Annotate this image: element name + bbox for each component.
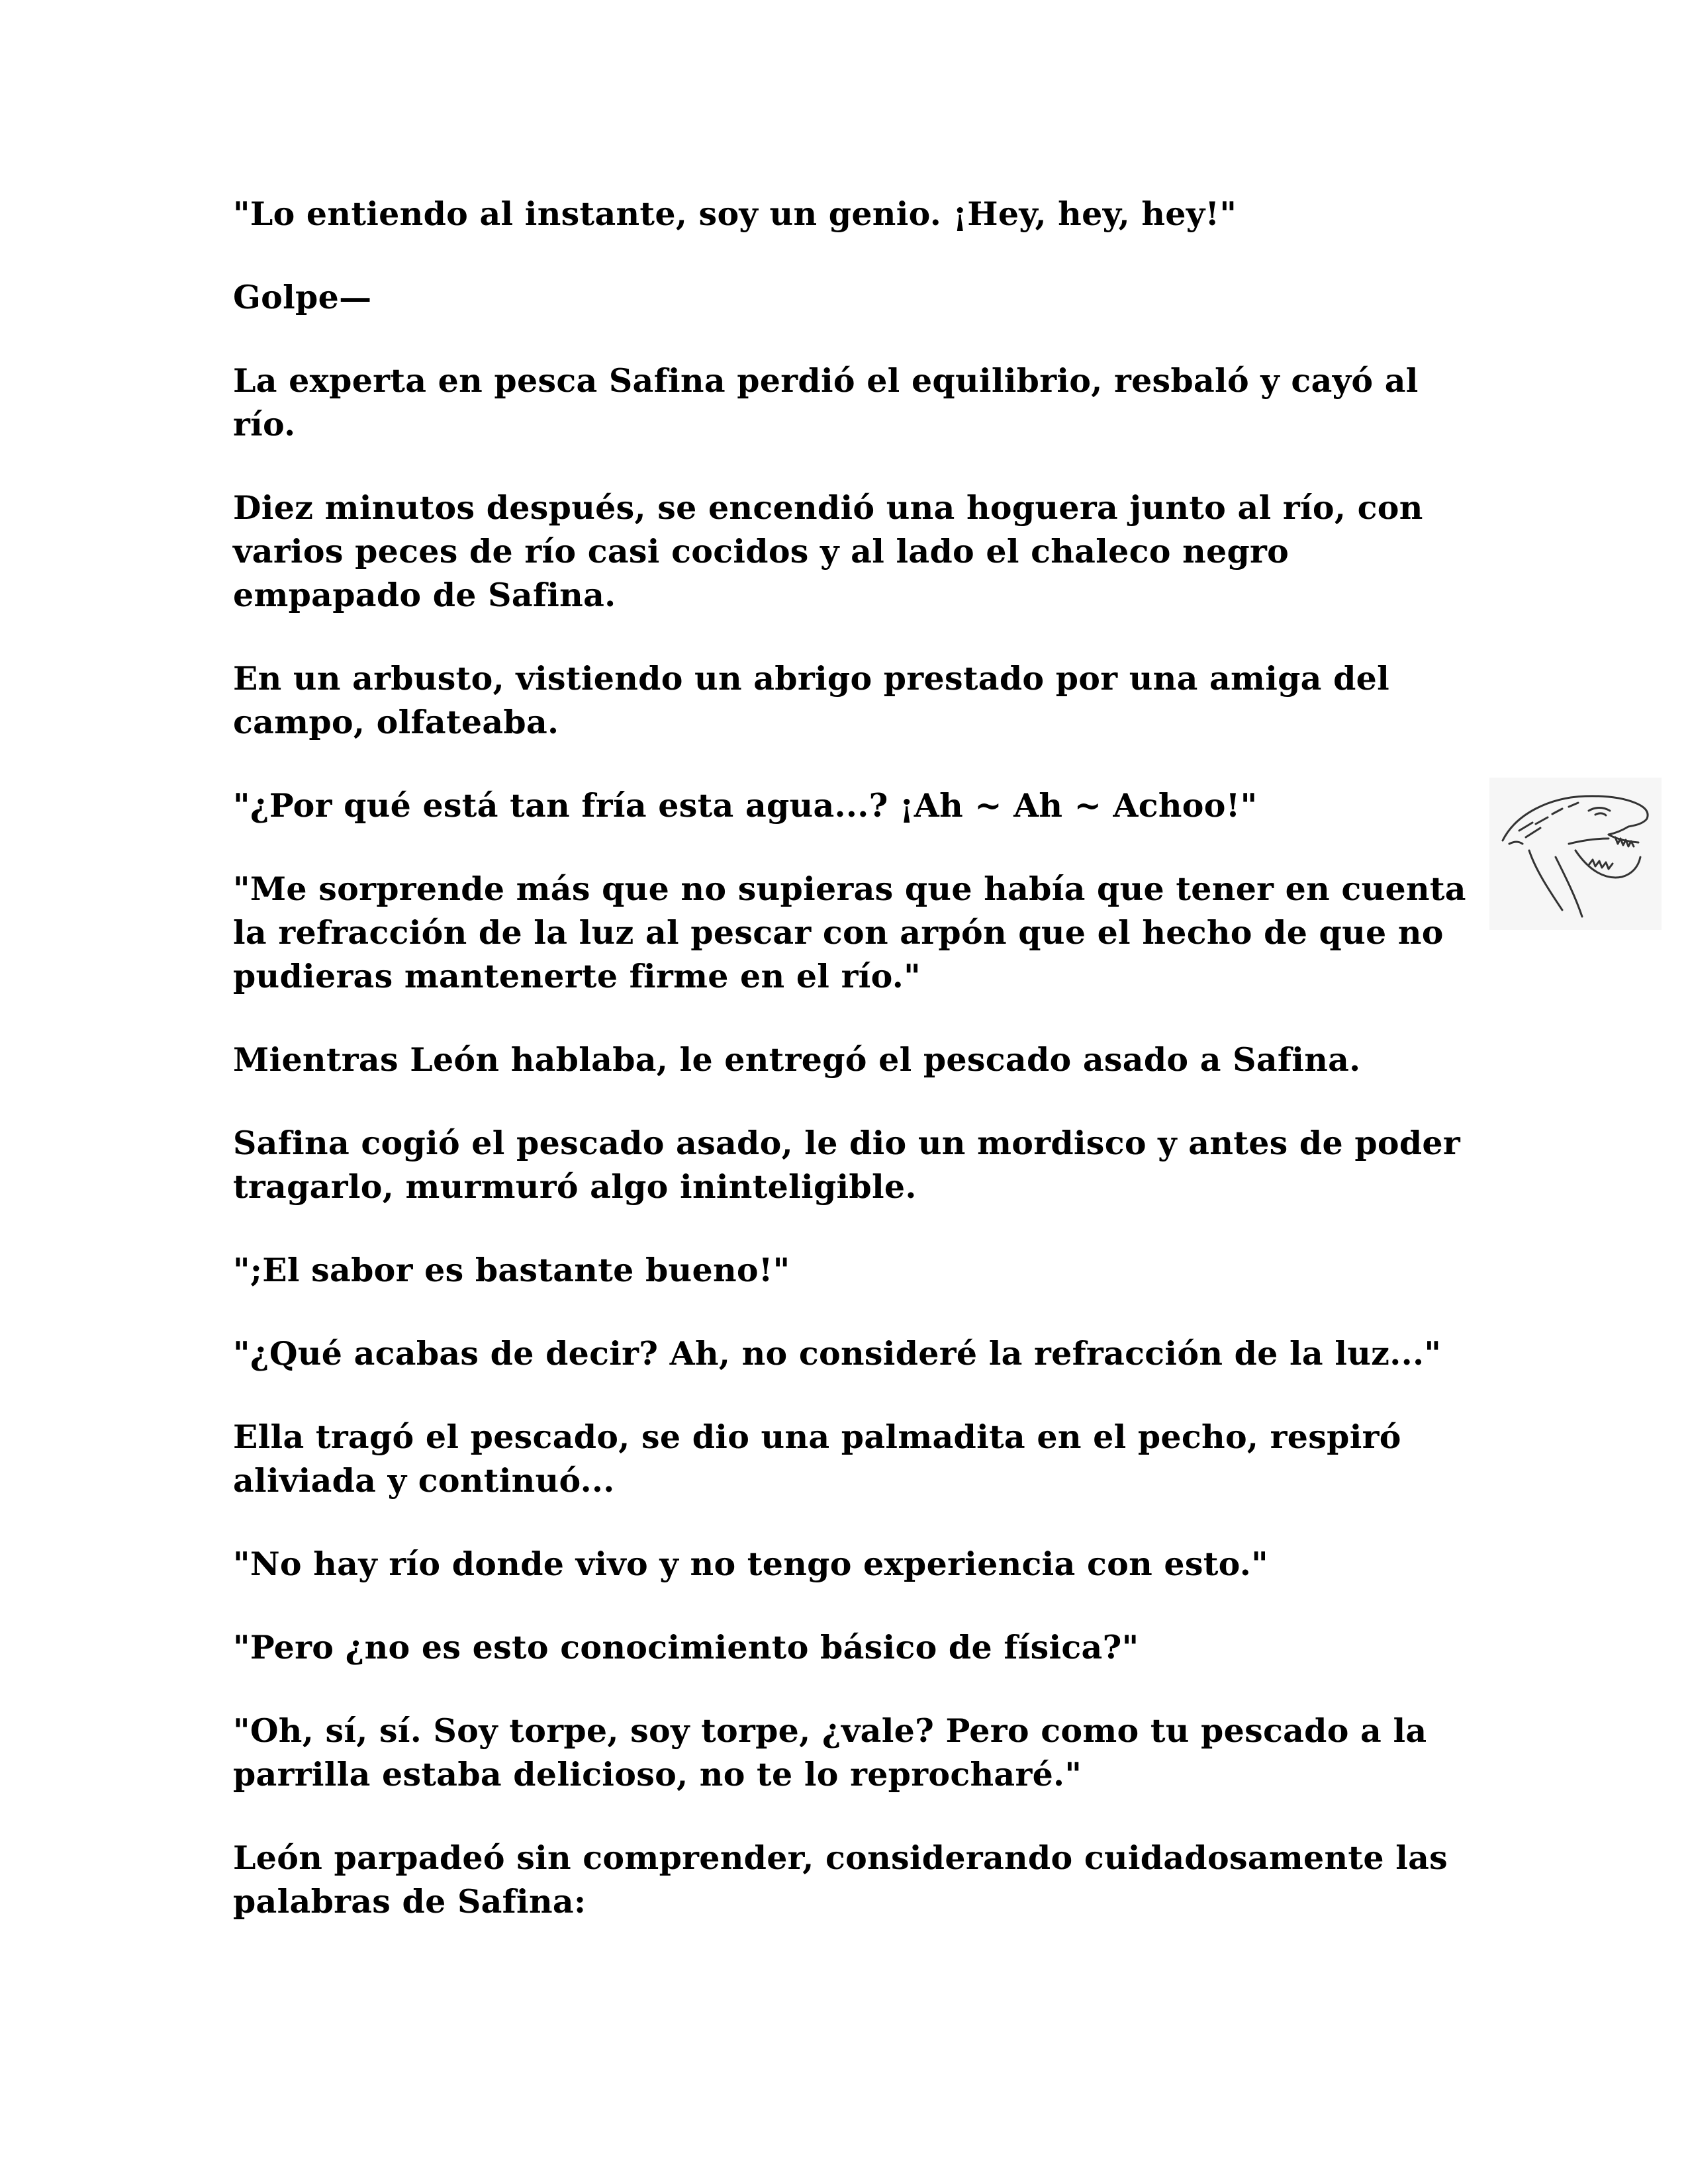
paragraph: Golpe— xyxy=(233,278,372,316)
dinosaur-head-sketch-icon xyxy=(1489,778,1662,930)
paragraph: Diez minutos después, se encendió una hoguera junto al río, con varios peces de río casi cocidos y al lado el chaleco negro empapado de Safina. xyxy=(233,488,1423,614)
paragraph: "¿Por qué está tan fría esta agua...? ¡Ah ~ Ah ~ Achoo!" xyxy=(233,786,1258,825)
paragraph: Ella tragó el pescado, se dio una palmadita en el pecho, respiró aliviada y continuó... xyxy=(233,1418,1401,1500)
story-text xyxy=(233,192,1471,1963)
paragraph: ";El sabor es bastante bueno!" xyxy=(233,1251,790,1289)
paragraph: León parpadeó sin comprender, considerando cuidadosamente las palabras de Safina: xyxy=(233,1839,1448,1921)
paragraph: "Lo entiendo al instante, soy un genio. ¡Hey, hey, hey!" xyxy=(233,195,1237,233)
paragraph: "No hay río donde vivo y no tengo experiencia con esto." xyxy=(233,1545,1268,1583)
paragraph: "Oh, sí, sí. Soy torpe, soy torpe, ¿vale? Pero como tu pescado a la parrilla estaba delicioso, no te lo reprocharé." xyxy=(233,1711,1427,1794)
paragraph: "Me sorprende más que no supieras que había que tener en cuenta la refracción de la luz al pescar con arpón que el hecho de que no pudieras mantenerte firme en el río." xyxy=(233,870,1466,995)
paragraph: Safina cogió el pescado asado, le dio un mordisco y antes de poder tragarlo, murmuró algo ininteligible. xyxy=(233,1124,1461,1206)
paragraph: En un arbusto, vistiendo un abrigo prestado por una amiga del campo, olfateaba. xyxy=(233,659,1390,741)
paragraph: Mientras León hablaba, le entregó el pescado asado a Safina. xyxy=(233,1040,1361,1079)
paragraph: "¿Qué acabas de decir? Ah, no consideré la refracción de la luz..." xyxy=(233,1334,1442,1373)
paragraph: "Pero ¿no es esto conocimiento básico de física?" xyxy=(233,1628,1139,1666)
paragraph: La experta en pesca Safina perdió el equilibrio, resbaló y cayó al río. xyxy=(233,361,1419,443)
